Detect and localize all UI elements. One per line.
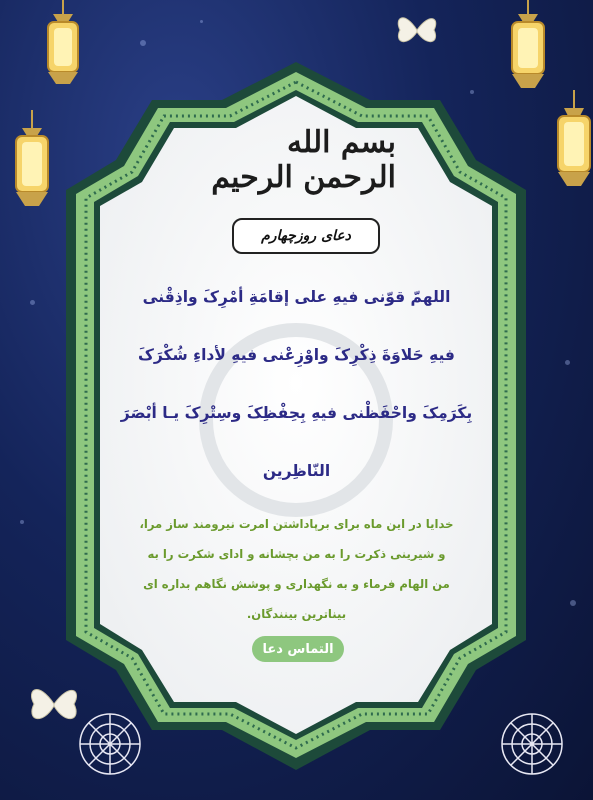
translation-line: خدایا در این ماه برای برپاداشتن امرت نیرومند ساز مرا، <box>139 517 454 531</box>
title-badge: دعای روزچهارم <box>232 218 380 254</box>
dua-arabic-line: بِکَرَمِکَ واحْفَظْنی فیهِ بِحِفْظِکَ وسِتْرِکَ یـا أبْصَرَ <box>120 404 473 422</box>
dua-arabic-line: اللهمّ قوّنی فیهِ علی إقامَةِ أمْرِکَ واذِقْنی <box>142 288 451 306</box>
translation-line: من الهام فرماء و به نگهداری و پوشش نگاهم بداره ای <box>143 577 450 591</box>
dua-arabic-line: النّاظِرین <box>262 462 331 480</box>
bismillah-calligraphy: بسم الله الرحمن الرحیم <box>211 125 396 195</box>
translation-line: و شیرینی ذکرت را به من بچشانه و ادای شکرت را به <box>147 547 446 561</box>
translation-line: بیناترین بینندگان. <box>246 607 347 621</box>
iltimas-dua-label: التماس دعا <box>252 636 344 662</box>
dua-arabic-line: فیهِ حَلاوَةَ ذِکْرِکَ واوْزِعْنی فیهِ لأداءِ شُکْرَکَ <box>138 346 455 364</box>
